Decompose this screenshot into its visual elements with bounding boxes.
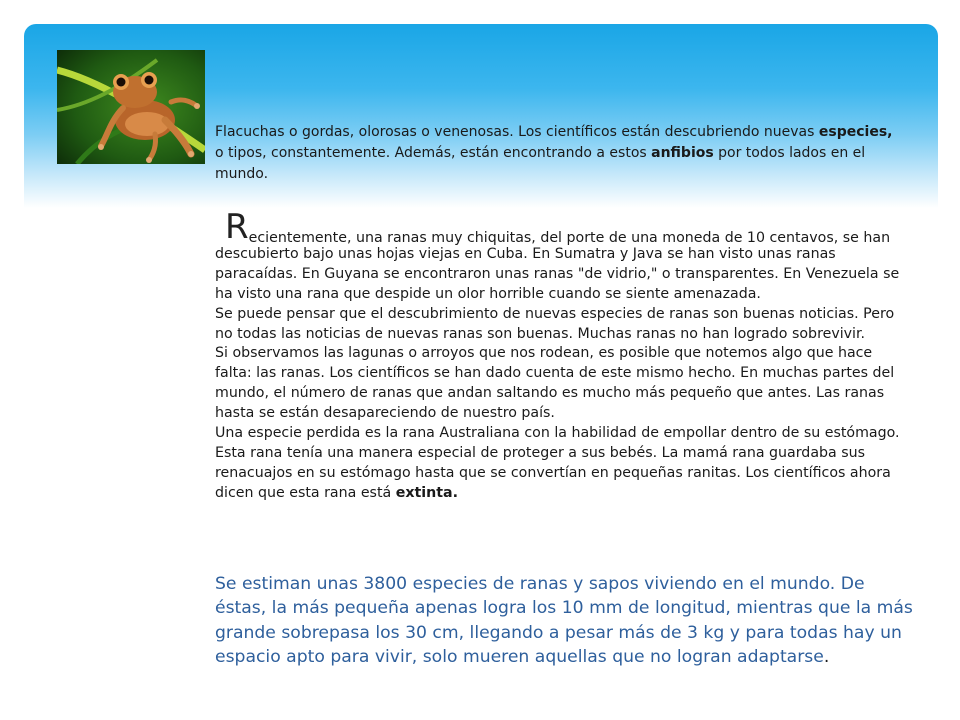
intro-text-1: Flacuchas o gordas, olorosas o venenosas. Los científicos están descubriendo nuevas <box>215 124 819 140</box>
paragraph-4-bold-extinta: extinta. <box>395 484 458 501</box>
paragraph-1-rest: descubierto bajo unas hojas viejas en Cuba. En Sumatra y Java se han visto unas ranas paracaídas. En Guyana se encontraron unas ranas "de vidrio," o transparentes. En Venezuela se ha visto una rana que despide un olor horrible cuando se siente amenazada. <box>215 245 900 302</box>
paragraph-4 <box>215 424 905 504</box>
paragraph-1 <box>215 207 905 305</box>
paragraph-1-first-line: ecientemente, una ranas muy chiquitas, del porte de una moneda de 10 centavos, se han <box>248 230 891 246</box>
summary-text: Se estiman unas 3800 especies de ranas y sapos viviendo en el mundo. De éstas, la más pequeña apenas logra los 10 mm de longitud, mientras que la más grande sobrepasa los 30 cm, llegando a pesar más de 3 kg y para todas hay un espacio apto para vivir, solo mueren aquellas que no logran adaptarse <box>215 574 913 668</box>
intro-paragraph <box>215 122 895 185</box>
frog-photo <box>57 50 205 164</box>
summary-paragraph <box>215 572 915 670</box>
intro-text-2: o tipos, constantemente. Además, están encontrando a estos <box>215 145 652 161</box>
frog-icon <box>57 50 205 164</box>
paragraph-2: Se puede pensar que el descubrimiento de nuevas especies de ranas son buenas noticias. Pero no todas las noticias de nuevas ranas son buenas. Muchas ranas no han logrado sobrevivir. <box>215 305 895 342</box>
intro-bold-especies: especies, <box>818 124 893 140</box>
paragraph-3: Si observamos las lagunas o arroyos que nos rodean, es posible que notemos algo que hace falta: las ranas. Los científicos se han dado cuenta de este mismo hecho. En muchas partes del mundo, el número de ranas que andan saltando es mucho más pequeño que antes. Las ranas hasta se están desapareciendo de nuestro país. <box>215 345 895 422</box>
paragraph-4-text: Una especie perdida es la rana Australiana con la habilidad de empollar dentro de su estómago. Esta rana tenía una manera especial de proteger a sus bebés. La mamá rana guardaba sus renacuajos en su estómago hasta que se convertían en pequeñas ranitas. Los científicos ahora dicen que esta rana está <box>215 425 900 501</box>
summary-period: . <box>823 647 830 668</box>
article-body <box>215 207 905 504</box>
intro-text-3: por todos lados en el mundo. <box>215 145 866 182</box>
intro-bold-anfibios: anfibios <box>651 145 714 161</box>
drop-letter: R <box>225 207 249 247</box>
